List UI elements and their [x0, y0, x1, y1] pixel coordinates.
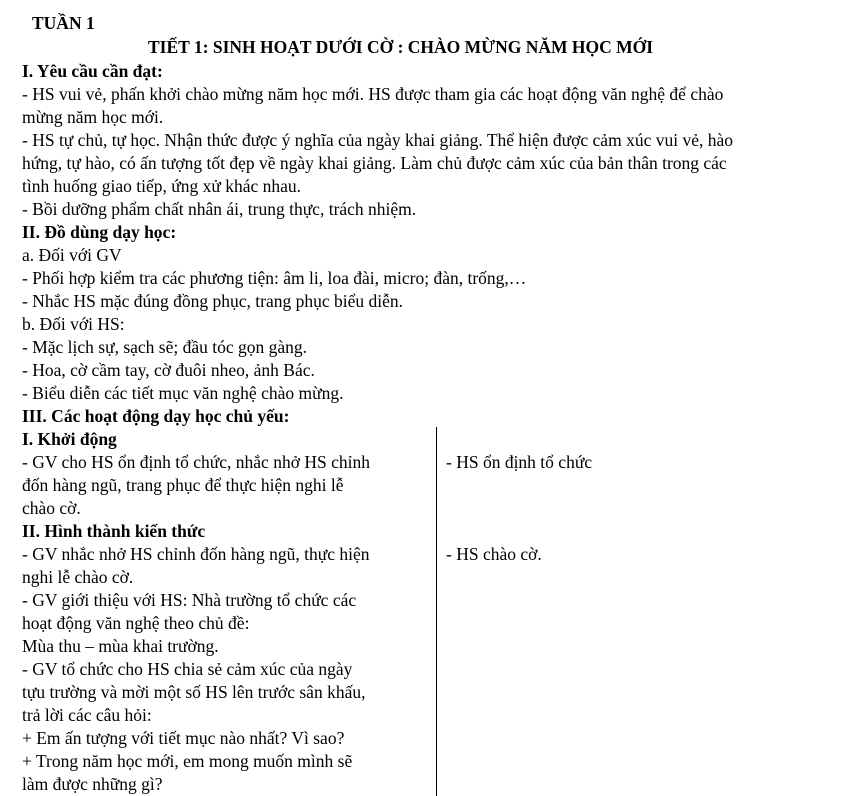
part2-left-line: - GV giới thiệu với HS: Nhà trường tổ chức các — [22, 590, 357, 610]
part1-heading: I. Khởi động — [22, 429, 117, 449]
section3-heading: III. Các hoạt động dạy học chủ yếu: — [22, 406, 290, 426]
section2-line: a. Đối với GV — [22, 245, 122, 265]
section2-line: - Biểu diễn các tiết mục văn nghệ chào mừng. — [22, 383, 344, 403]
part2-left-line: hoạt động văn nghệ theo chủ đề: — [22, 613, 250, 633]
section1-line: hứng, tự hào, có ấn tượng tốt đẹp về ngày khai giảng. Làm chủ được cảm xúc của bản thân trong các — [22, 153, 727, 173]
section1-line: tình huống giao tiếp, ứng xử khác nhau. — [22, 176, 301, 196]
section1-line: mừng năm học mới. — [22, 107, 164, 127]
part1-left-line: chào cờ. — [22, 498, 81, 518]
lesson-title: TIẾT 1: SINH HOẠT DƯỚI CỜ : CHÀO MỪNG NĂM HỌC MỚI — [148, 37, 654, 57]
column-divider — [436, 427, 437, 796]
part1-right-text: - HS ổn định tổ chức — [446, 452, 593, 472]
section2-line: b. Đối với HS: — [22, 314, 125, 334]
section2-line: - Phối hợp kiểm tra các phương tiện: âm li, loa đài, micro; đàn, trống,… — [22, 268, 527, 288]
part2-left-line: + Trong năm học mới, em mong muốn mình sẽ — [22, 751, 353, 771]
part2-left-line: - GV nhắc nhở HS chỉnh đốn hàng ngũ, thực hiện — [22, 544, 370, 564]
part2-left-line: + Em ấn tượng với tiết mục nào nhất? Vì sao? — [22, 728, 345, 748]
part2-heading: II. Hình thành kiến thức — [22, 521, 206, 541]
section2-line: - Hoa, cờ cầm tay, cờ đuôi nheo, ảnh Bác. — [22, 360, 315, 380]
part1-left-line: - GV cho HS ổn định tổ chức, nhắc nhở HS chỉnh — [22, 452, 370, 472]
section2-line: - Nhắc HS mặc đúng đồng phục, trang phục biểu diễn. — [22, 291, 404, 311]
part2-left-line: nghi lễ chào cờ. — [22, 567, 134, 587]
section1-line: - Bồi dưỡng phẩm chất nhân ái, trung thực, trách nhiệm. — [22, 199, 417, 219]
section1-line: - HS vui vẻ, phấn khởi chào mừng năm học mới. HS được tham gia các hoạt động văn nghệ để chào — [22, 84, 724, 104]
part2-left-line: tựu trường và mời một số HS lên trước sân khấu, — [22, 682, 366, 702]
section2-line: - Mặc lịch sự, sạch sẽ; đầu tóc gọn gàng. — [22, 337, 308, 357]
week-label: TUẦN 1 — [32, 13, 95, 33]
part2-left-line: trả lời các câu hỏi: — [22, 705, 152, 725]
part2-left-line: làm được những gì? — [22, 774, 163, 794]
section1-heading: I. Yêu cầu cần đạt: — [22, 61, 163, 81]
part2-right-text: - HS chào cờ. — [446, 544, 542, 564]
part2-left-line: Mùa thu – mùa khai trường. — [22, 636, 219, 656]
section2-heading: II. Đồ dùng dạy học: — [22, 222, 177, 242]
part2-left-line: - GV tổ chức cho HS chia sẻ cảm xúc của ngày — [22, 659, 353, 679]
section1-line: - HS tự chủ, tự học. Nhận thức được ý nghĩa của ngày khai giảng. Thể hiện được cảm xúc vui vẻ, hào — [22, 130, 733, 150]
part1-left-line: đốn hàng ngũ, trang phục để thực hiện nghi lễ — [22, 475, 344, 495]
